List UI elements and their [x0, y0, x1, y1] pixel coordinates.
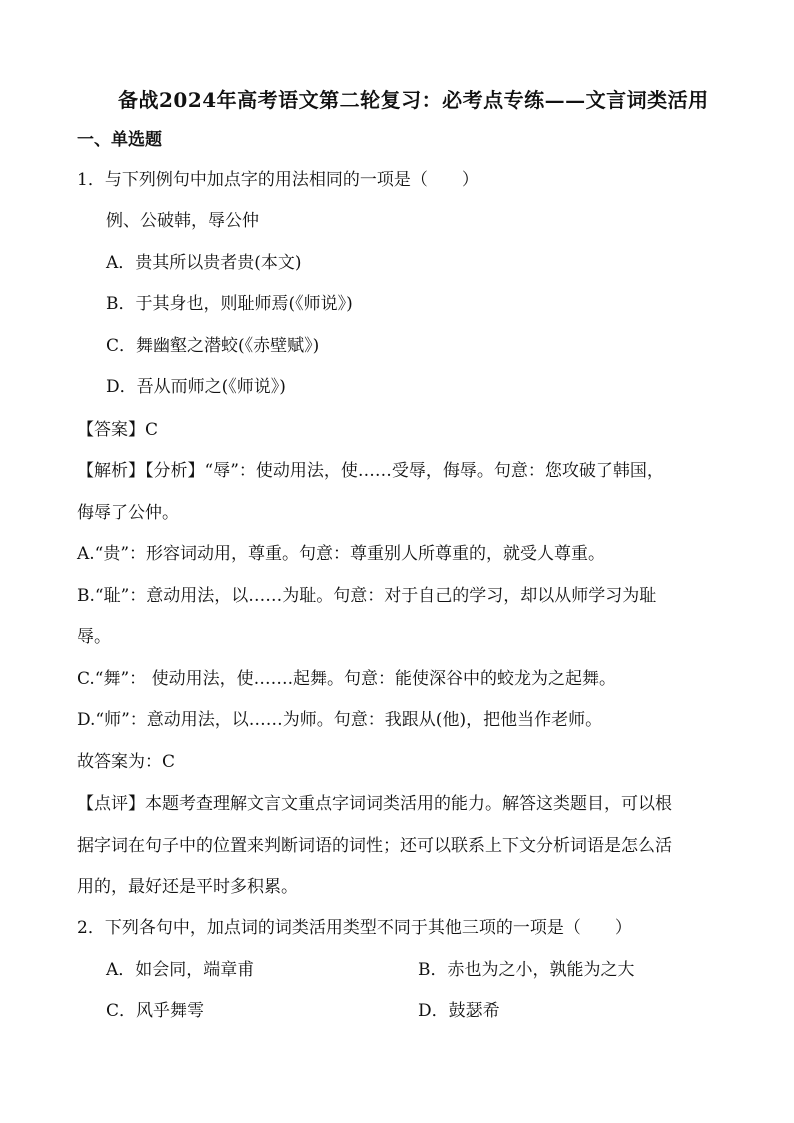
question-1-explain-b-line-1: B.“耻”：意动用法，以……为耻。句意：对于自己的学习，却以从师学习为耻: [77, 586, 657, 606]
question-1-option-b: B．于其身也，则耻师焉(《师说》): [106, 294, 353, 314]
question-1-comment-line-1: [77, 794, 672, 814]
question-1-analysis-line-1: [77, 461, 664, 481]
question-1-option-a: A．贵其所以贵者贵(本文): [106, 253, 302, 273]
question-1-stem: 1．与下列例句中加点字的用法相同的一项是（ ）: [77, 170, 479, 190]
question-1-analysis-line-2: 侮辱了公仲。: [77, 503, 179, 523]
section-heading: 一、单选题: [77, 130, 162, 150]
question-2-option-d: D．鼓瑟希: [418, 1001, 500, 1021]
question-1-conclusion: 故答案为：C: [77, 752, 176, 772]
question-2-option-c: C．风乎舞雩: [106, 1001, 205, 1021]
question-1-explain-d: D.“师”：意动用法，以……为师。句意：我跟从(他)，把他当作老师。: [77, 710, 603, 730]
answer-value: C: [145, 420, 159, 440]
answer-label: 【答案】: [77, 420, 145, 440]
question-1-answer: [77, 420, 158, 440]
question-1-option-c: C．舞幽壑之潜蛟(《赤壁赋》): [106, 336, 320, 356]
page-title: 备战2024年高考语文第二轮复习：必考点专练——文言词类活用: [118, 88, 709, 112]
question-1-example: 例、公破韩，辱公仲: [106, 211, 259, 231]
comment-label: 【点评】: [77, 794, 145, 814]
question-1-explain-a: A.“贵”：形容词动用，尊重。句意：尊重别人所尊重的，就受人尊重。: [77, 544, 606, 564]
question-1-option-d: D．吾从而师之(《师说》): [106, 377, 286, 397]
question-1-comment-line-2: 据字词在句子中的位置来判断词语的词性；还可以联系上下文分析词语是怎么活: [77, 836, 672, 856]
question-2-stem: 2．下列各句中，加点词的词类活用类型不同于其他三项的一项是（ ）: [77, 918, 632, 938]
analysis-text: “辱”：使动用法，使……受辱，侮辱。句意：您攻破了韩国，: [204, 461, 664, 481]
question-1-explain-b-line-2: 辱。: [77, 627, 111, 647]
comment-text: 本题考查理解文言文重点字词词类活用的能力。解答这类题目，可以根: [145, 794, 672, 814]
question-1-comment-line-3: 用的，最好还是平时多积累。: [77, 877, 298, 897]
question-1-explain-c: C.“舞”： 使动用法，使…….起舞。句意：能使深谷中的蛟龙为之起舞。: [77, 669, 616, 689]
question-2-option-a: A．如会同，端章甫: [106, 960, 255, 980]
question-2-option-b: B．赤也为之小，孰能为之大: [418, 960, 635, 980]
analysis-label: 【解析】【分析】: [77, 461, 205, 481]
